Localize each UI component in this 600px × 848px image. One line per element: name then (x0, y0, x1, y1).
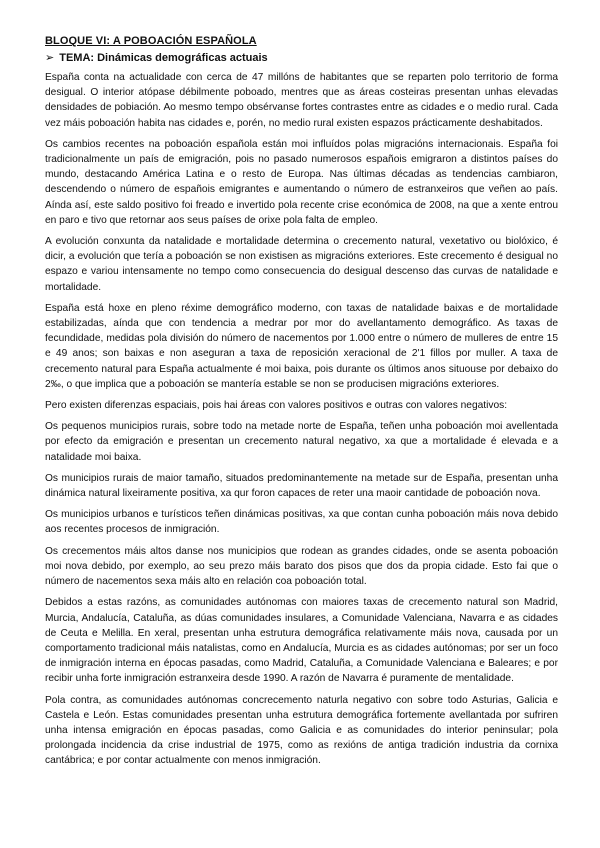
paragraph-negative-growth-regions: Pola contra, as comunidades autónomas concrecemento naturla negativo con sobre todo Asturias, Galicia e Castela e León. Estas comunidades presentan unha estrutura demográfica fortemente avellantada por sufriren unha intensa emigración en épocas pasadas, como Galicia e as comunidades do interior peninsular; pola prolongada incidencia da crise industrial de 1975, como as rexións de antiga tradición industria da cornixa cantábrica; e por contar actualmente con menos inmigración. (45, 694, 558, 767)
document-page (45, 34, 558, 775)
paragraph-spatial-differences: Pero existen diferenzas espaciais, pois hai áreas con valores positivos e outras con valores negativos: (45, 400, 508, 412)
paragraph-high-growth-regions: Debidos a estas razóns, as comunidades autónomas con maiores taxas de crecemento natural son Madrid, Murcia, Andalucía, Cataluña, as dúas comunidades insulares, a Comunidade Valenciana, Navarra e as cidades de Ceuta e Melilla. En xeral, presentan unha estrutura demográfica relativamente máis nova, causada por un comportamento tradicional máis natalistas, como en Andalucía, Murcia es as cidades autónomas; por ser un foco de inmigración interna en épocas pasadas, como Madrid, Cataluña, a Comunidade Valenciana e Baleares; e por recibir unha forte inmigración estranxeira desde 1990. A razón de Navarra é puramente de mentalidade. (45, 597, 558, 685)
arrow-bullet-icon: ➢ (45, 52, 55, 64)
paragraph-intro: España conta na actualidade con cerca de 47 millóns de habitantes que se reparten polo territorio de forma desigual. O interior atópase débilmente poboado, mentres que as áreas costeiras presentan unhas elevadas densidades de pobiación. Ao mesmo tempo obsérvanse fortes contrastes entre as cidades e o medio rural. Cada vez máis poboación habita nas cidades e, porén, no medio rural existen espazos prácticamente deshabitados. (45, 72, 558, 129)
paragraph-small-rural: Os pequenos municipios rurais, sobre todo na metade norte de España, teñen unha poboación moi avellentada por efecto da emigración e presentan un crecemento natural negativo, xa que a mortalidade é elevada e a natalidade moi baixa. (45, 421, 558, 463)
block-title: BLOQUE VI: A POBOACIÓN ESPAÑOLA (45, 35, 257, 47)
paragraph-urban-tourist: Os municipios urbanos e turísticos teñen dinámicas positivas, xa que contan cunha poboación máis nova debido aos recentes procesos de inmigración. (45, 509, 558, 536)
topic-heading (45, 51, 558, 66)
paragraph-migrations: Os cambios recentes na poboación española están moi influídos polas migracións internacionais. España foi tradicionalmente un país de emigración, pois no pasado numerosos españois emigraron a distintos países do mundo, destacando América Latina e o resto de Europa. Nas últimas décadas as tendencias cambiaron, descendendo o número de españois emigrantes e aumentando o número de estranxeiros que veñen ao país. Aínda así, este saldo positivo foi freado e invertido pola recente crise económica de 2008, na que a xente entrou en paro e tivo que retornar aos seus países de orixe pola falta de empleo. (45, 138, 558, 226)
paragraph-metropolitan: Os crecementos máis altos danse nos municipios que rodean as grandes cidades, onde se asenta poboación moi nova debido, por exemplo, ao seu prezo máis barato dos pisos que dos da propia cidade. Esto fai que o número de nacementos sexa máis alto en relación coa poboación total. (45, 545, 558, 588)
topic-label: TEMA: Dinámicas demográficas actuais (59, 52, 268, 64)
paragraph-natural-growth: A evolución conxunta da natalidade e mortalidade determina o crecemento natural, vexetativo ou biolóxico, é dicir, a evolución que tería a poboación se non existisen as migracións exteriores. Este crecemento é desigual no espazo e variou intensamente no tempo como consecuencia do desigual descenso das curvas de natalidade e mortalidade. (45, 236, 558, 293)
paragraph-large-rural: Os municipios rurais de maior tamaño, situados predominantemente na metade sur de España, presentan unha dinámica natural lixeiramente positiva, xa qur foron capaces de reter una maoir cantidade de poboación nova. (45, 472, 558, 500)
paragraph-demographic-regime: España está hoxe en pleno réxime demográfico moderno, con taxas de natalidade baixas e de mortalidade estabilizadas, aínda que con tendencia a medrar por mor do avellantamento demográfico. As taxas de fecundidade, medidas pola división do número de nacementos por 1.000 entre o número de mulleres de entre 15 e 49 anos; son baixas e non aseguran a taxa de reposición xeracional de 2'1 fillos por muller. A taxa de crecemento natural para España actualmente é moi baixa, pois durante os últimos anos situouse por debaixo do 2‰, o que implica que a poboación se mantería estable se non se producisen migracións exteriores. (45, 302, 558, 390)
